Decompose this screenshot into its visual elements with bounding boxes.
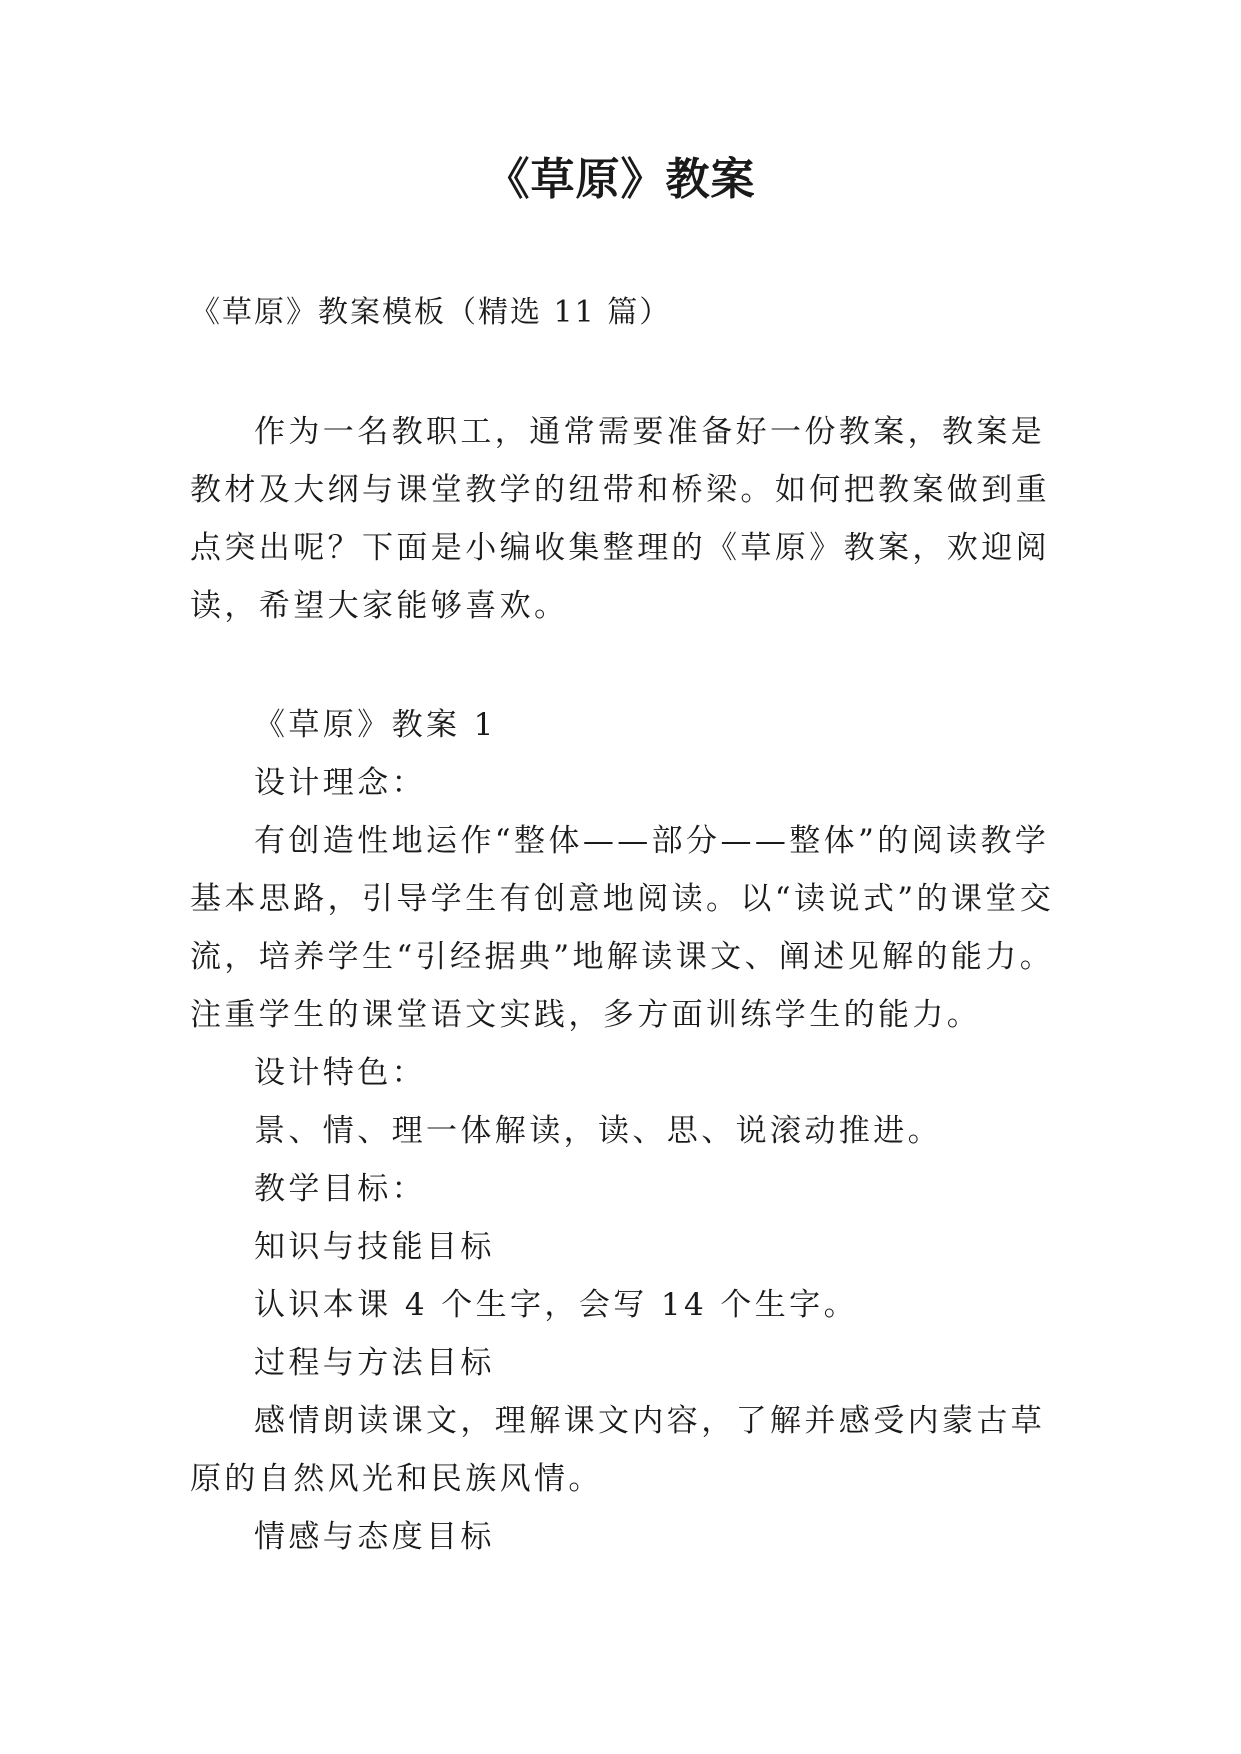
document-title: 《草原》教案 [485,154,756,205]
knowledge-goal-heading: 知识与技能目标 [254,1229,495,1265]
knowledge-goal-paragraph: 认识本课 4 个生字，会写 14 个生字。 [254,1287,858,1323]
design-feature-heading: 设计特色： [254,1055,426,1091]
process-goal-paragraph: 感情朗读课文，理解课文内容，了解并感受内蒙古草原的自然风光和民族风情。 [190,1403,1046,1497]
document-subtitle: 《草原》教案模板（精选 11 篇） [190,295,672,330]
emotion-goal-heading: 情感与态度目标 [254,1519,495,1555]
lesson-plan-section [190,696,1075,1566]
design-feature-paragraph: 景、情、理一体解读，读、思、说滚动推进。 [254,1113,942,1149]
teaching-goals-heading: 教学目标： [254,1171,426,1207]
intro-section [190,403,1075,635]
process-goal-heading: 过程与方法目标 [254,1345,495,1381]
intro-paragraph: 作为一名教职工，通常需要准备好一份教案，教案是教材及大纲与课堂教学的纽带和桥梁。如何把教案做到重点突出呢？下面是小编收集整理的《草原》教案，欢迎阅读，希望大家能够喜欢。 [190,414,1050,624]
design-concept-heading: 设计理念： [254,765,426,801]
design-concept-paragraph: 有创造性地运作“整体——部分——整体”的阅读教学基本思路，引导学生有创意地阅读。以“读说式”的课堂交流，培养学生“引经据典”地解读课文、阐述见解的能力。注重学生的课堂语文实践，多方面训练学生的能力。 [190,823,1055,1033]
section-heading: 《草原》教案 1 [254,707,497,743]
